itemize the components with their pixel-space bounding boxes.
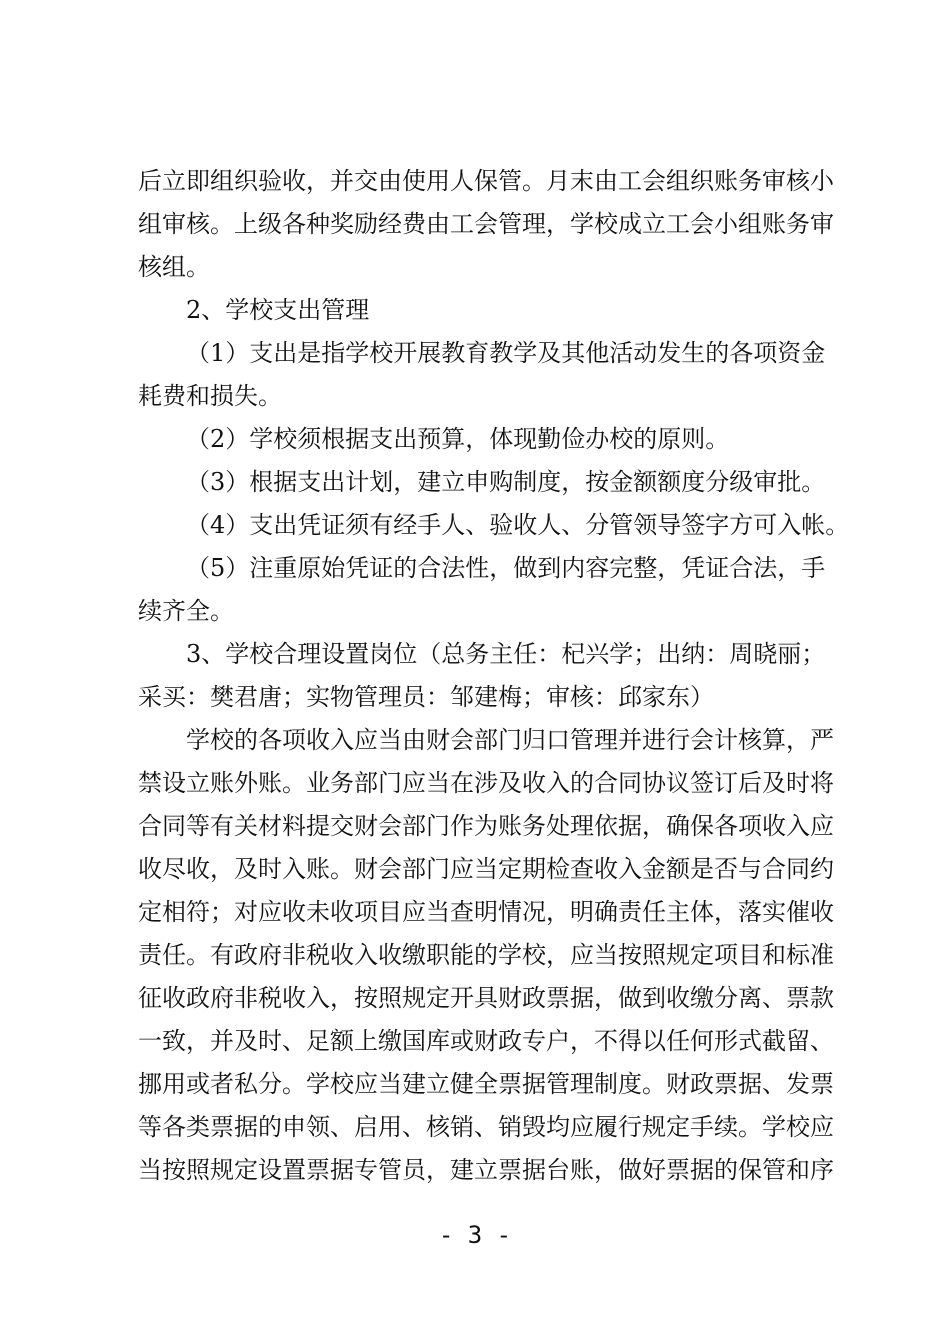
- body-text-line: （3）根据支出计划，建立申购制度，按金额额度分级审批。: [186, 468, 826, 496]
- body-text-line: 耗费和损失。: [138, 382, 282, 410]
- section-heading: 2、学校支出管理: [186, 296, 370, 324]
- body-text-line: （4）支出凭证须有经手人、验收人、分管领导签字方可入帐。: [186, 511, 850, 539]
- section-heading: 3、学校合理设置岗位（总务主任：杞兴学；出纳：周晓丽；: [186, 640, 826, 668]
- body-text-line: 当按照规定设置票据专管员，建立票据台账，做好票据的保管和序: [138, 1156, 834, 1184]
- body-text-line: 采买：樊君唐；实物管理员：邹建梅；审核：邱家东）: [138, 683, 714, 711]
- body-text-line: 核组。: [138, 253, 210, 281]
- body-text-line: 学校的各项收入应当由财会部门归口管理并进行会计核算，严: [186, 726, 834, 754]
- body-text-line: 挪用或者私分。学校应当建立健全票据管理制度。财政票据、发票: [138, 1070, 834, 1098]
- body-text-line: （2）学校须根据支出预算，体现勤俭办校的原则。: [186, 425, 730, 453]
- body-text-line: 等各类票据的申领、启用、核销、销毁均应履行规定手续。学校应: [138, 1113, 834, 1141]
- body-text-line: 一致，并及时、足额上缴国库或财政专户，不得以任何形式截留、: [138, 1027, 834, 1055]
- body-text-line: 后立即组织验收，并交由使用人保管。月末由工会组织账务审核小: [138, 167, 834, 195]
- body-text-line: 责任。有政府非税收入收缴职能的学校，应当按照规定项目和标准: [138, 941, 834, 969]
- body-text-line: （1）支出是指学校开展教育教学及其他活动发生的各项资金: [186, 339, 826, 367]
- body-text-line: 收尽收，及时入账。财会部门应当定期检查收入金额是否与合同约: [138, 855, 834, 883]
- body-text-line: 合同等有关材料提交财会部门作为账务处理依据，确保各项收入应: [138, 812, 834, 840]
- body-text-line: 征收政府非税收入，按照规定开具财政票据，做到收缴分离、票款: [138, 984, 834, 1012]
- body-text-line: 定相符；对应收未收项目应当查明情况，明确责任主体，落实催收: [138, 898, 834, 926]
- body-text-line: 组审核。上级各种奖励经费由工会管理，学校成立工会小组账务审: [138, 210, 834, 238]
- body-text-line: 禁设立账外账。业务部门应当在涉及收入的合同协议签订后及时将: [138, 769, 834, 797]
- body-text-line: 续齐全。: [138, 597, 234, 625]
- page-number: - 3 -: [438, 1221, 512, 1249]
- body-text-line: （5）注重原始凭证的合法性，做到内容完整，凭证合法，手: [186, 554, 826, 582]
